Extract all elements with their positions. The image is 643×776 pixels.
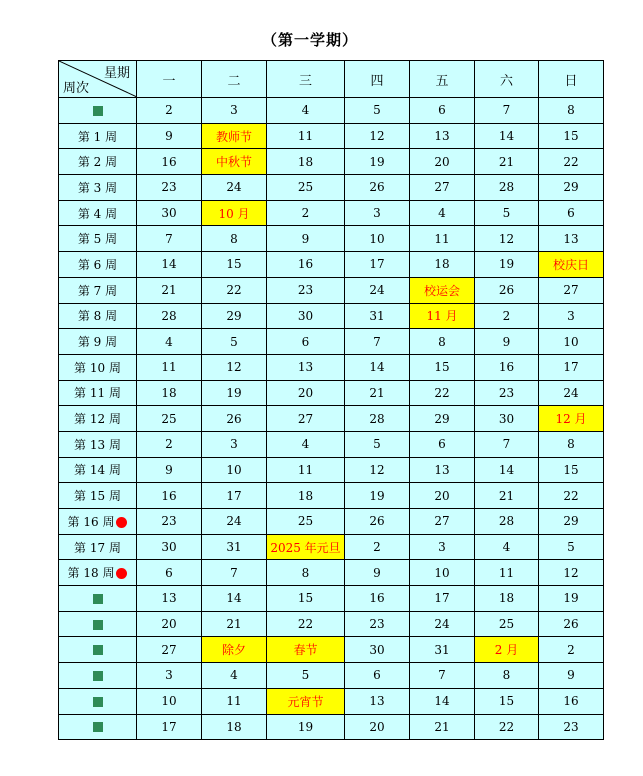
date-cell: 4 (137, 329, 202, 355)
week-label-text: 第 9 周 (77, 335, 118, 350)
week-label (59, 688, 137, 714)
date-cell: 9 (345, 560, 410, 586)
date-cell: 16 (267, 252, 345, 278)
date-cell: 29 (202, 303, 267, 329)
date-cell: 11 (202, 688, 267, 714)
table-row (59, 123, 604, 149)
date-cell: 22 (202, 277, 267, 303)
date-cell: 30 (267, 303, 345, 329)
date-cell: 2025 年元旦 (267, 534, 345, 560)
week-label (59, 611, 137, 637)
square-marker-icon (93, 620, 103, 630)
date-cell: 7 (410, 663, 475, 689)
date-cell: 8 (475, 663, 539, 689)
date-cell: 4 (267, 98, 345, 124)
day-header: 六 (475, 61, 539, 98)
page-title: （第一学期） (261, 31, 358, 49)
date-cell: 13 (410, 123, 475, 149)
week-label (59, 175, 137, 201)
table-row (59, 483, 604, 509)
week-label-text: 第 15 周 (74, 489, 121, 504)
week-label-text: 第 16 周 (67, 514, 115, 529)
table-row (59, 560, 604, 586)
date-cell: 8 (410, 329, 475, 355)
date-cell: 5 (202, 329, 267, 355)
date-cell: 26 (539, 611, 604, 637)
date-cell: 2 (345, 534, 410, 560)
date-cell: 15 (202, 252, 267, 278)
date-cell: 5 (345, 98, 410, 124)
date-cell: 26 (475, 277, 539, 303)
table-row (59, 149, 604, 175)
week-label (59, 483, 137, 509)
date-cell: 29 (539, 509, 604, 535)
table-row (59, 457, 604, 483)
date-cell: 16 (345, 586, 410, 612)
date-cell: 2 月 (475, 637, 539, 663)
date-cell: 14 (345, 354, 410, 380)
day-header: 四 (345, 61, 410, 98)
day-header: 五 (410, 61, 475, 98)
date-cell: 24 (345, 277, 410, 303)
table-row (59, 509, 604, 535)
date-cell: 4 (475, 534, 539, 560)
date-cell: 除夕 (202, 637, 267, 663)
week-label-text: 第 12 周 (74, 412, 121, 427)
date-cell: 19 (475, 252, 539, 278)
table-row (59, 303, 604, 329)
date-cell: 7 (475, 98, 539, 124)
date-cell: 12 (345, 457, 410, 483)
week-label-text: 第 3 周 (77, 180, 118, 195)
date-cell: 15 (410, 354, 475, 380)
date-cell: 6 (410, 98, 475, 124)
date-cell: 27 (410, 509, 475, 535)
week-label (59, 637, 137, 663)
date-cell: 21 (345, 380, 410, 406)
date-cell: 12 (202, 354, 267, 380)
table-row (59, 431, 604, 457)
week-label (59, 200, 137, 226)
table-row (59, 98, 604, 124)
week-label (59, 586, 137, 612)
table-row (59, 252, 604, 278)
date-cell: 22 (410, 380, 475, 406)
week-label-text: 第 14 周 (74, 463, 121, 478)
date-cell: 22 (475, 714, 539, 740)
date-cell: 6 (539, 200, 604, 226)
date-cell: 26 (202, 406, 267, 432)
week-label (59, 380, 137, 406)
date-cell: 21 (410, 714, 475, 740)
calendar-table (58, 60, 604, 740)
date-cell: 9 (137, 123, 202, 149)
day-header: 一 (137, 61, 202, 98)
week-label (59, 226, 137, 252)
week-label (59, 303, 137, 329)
week-label-text: 第 13 周 (74, 437, 121, 452)
date-cell: 25 (475, 611, 539, 637)
date-cell: 10 (202, 457, 267, 483)
date-cell: 9 (267, 226, 345, 252)
date-cell: 30 (475, 406, 539, 432)
date-cell: 10 月 (202, 200, 267, 226)
date-cell: 31 (202, 534, 267, 560)
date-cell: 27 (267, 406, 345, 432)
week-label (59, 406, 137, 432)
date-cell: 23 (137, 509, 202, 535)
date-cell: 22 (539, 483, 604, 509)
date-cell: 30 (345, 637, 410, 663)
date-cell: 12 月 (539, 406, 604, 432)
week-label-text: 第 18 周 (67, 566, 115, 581)
date-cell: 18 (267, 149, 345, 175)
date-cell: 18 (267, 483, 345, 509)
date-cell: 19 (539, 586, 604, 612)
week-label-text: 第 7 周 (77, 283, 118, 298)
date-cell: 29 (539, 175, 604, 201)
date-cell: 17 (137, 714, 202, 740)
date-cell: 23 (539, 714, 604, 740)
date-cell: 3 (539, 303, 604, 329)
date-cell: 13 (137, 586, 202, 612)
week-label (59, 329, 137, 355)
date-cell: 4 (410, 200, 475, 226)
square-marker-icon (93, 671, 103, 681)
date-cell: 17 (345, 252, 410, 278)
date-cell: 6 (267, 329, 345, 355)
date-cell: 27 (410, 175, 475, 201)
week-label (59, 277, 137, 303)
date-cell: 12 (475, 226, 539, 252)
date-cell: 20 (137, 611, 202, 637)
date-cell: 6 (345, 663, 410, 689)
header-corner (59, 61, 137, 98)
table-row (59, 663, 604, 689)
date-cell: 31 (410, 637, 475, 663)
date-cell: 16 (539, 688, 604, 714)
table-row (59, 200, 604, 226)
date-cell: 3 (202, 98, 267, 124)
square-marker-icon (93, 645, 103, 655)
week-label (59, 457, 137, 483)
date-cell: 春节 (267, 637, 345, 663)
date-cell: 15 (475, 688, 539, 714)
date-cell: 10 (345, 226, 410, 252)
date-cell: 24 (202, 175, 267, 201)
header-row (59, 61, 604, 98)
date-cell: 21 (475, 149, 539, 175)
date-cell: 18 (410, 252, 475, 278)
day-header: 日 (539, 61, 604, 98)
table-row (59, 380, 604, 406)
date-cell: 16 (475, 354, 539, 380)
date-cell: 中秋节 (202, 149, 267, 175)
table-row (59, 688, 604, 714)
date-cell: 3 (410, 534, 475, 560)
week-label-text: 第 1 周 (77, 129, 118, 144)
date-cell: 10 (137, 688, 202, 714)
week-label-text: 第 10 周 (74, 360, 121, 375)
date-cell: 19 (202, 380, 267, 406)
date-cell: 23 (475, 380, 539, 406)
date-cell: 31 (345, 303, 410, 329)
table-row (59, 406, 604, 432)
date-cell: 19 (267, 714, 345, 740)
date-cell: 教师节 (202, 123, 267, 149)
date-cell: 23 (267, 277, 345, 303)
week-label (59, 714, 137, 740)
table-row (59, 611, 604, 637)
date-cell: 20 (410, 149, 475, 175)
week-label (59, 663, 137, 689)
table-row (59, 226, 604, 252)
date-cell: 23 (345, 611, 410, 637)
date-cell: 9 (475, 329, 539, 355)
date-cell: 12 (539, 560, 604, 586)
date-cell: 4 (267, 431, 345, 457)
date-cell: 11 (137, 354, 202, 380)
date-cell: 8 (539, 98, 604, 124)
date-cell: 15 (539, 457, 604, 483)
date-cell: 13 (267, 354, 345, 380)
week-label (59, 123, 137, 149)
date-cell: 11 (410, 226, 475, 252)
week-label (59, 431, 137, 457)
date-cell: 27 (137, 637, 202, 663)
date-cell: 13 (410, 457, 475, 483)
date-cell: 3 (202, 431, 267, 457)
date-cell: 14 (137, 252, 202, 278)
date-cell: 16 (137, 483, 202, 509)
date-cell: 28 (475, 509, 539, 535)
week-label (59, 149, 137, 175)
table-row (59, 277, 604, 303)
date-cell: 18 (202, 714, 267, 740)
date-cell: 14 (475, 123, 539, 149)
date-cell: 5 (539, 534, 604, 560)
date-cell: 17 (539, 354, 604, 380)
date-cell: 2 (137, 431, 202, 457)
square-marker-icon (93, 697, 103, 707)
square-marker-icon (93, 594, 103, 604)
date-cell: 24 (539, 380, 604, 406)
date-cell: 21 (137, 277, 202, 303)
date-cell: 17 (202, 483, 267, 509)
date-cell: 5 (267, 663, 345, 689)
date-cell: 11 (267, 457, 345, 483)
date-cell: 元宵节 (267, 688, 345, 714)
table-row (59, 329, 604, 355)
date-cell: 28 (137, 303, 202, 329)
square-marker-icon (93, 106, 103, 116)
week-label (59, 534, 137, 560)
date-cell: 2 (475, 303, 539, 329)
date-cell: 12 (345, 123, 410, 149)
date-cell: 7 (137, 226, 202, 252)
day-header: 二 (202, 61, 267, 98)
date-cell: 10 (539, 329, 604, 355)
date-cell: 18 (475, 586, 539, 612)
date-cell: 9 (539, 663, 604, 689)
date-cell: 3 (345, 200, 410, 226)
date-cell: 11 (267, 123, 345, 149)
date-cell: 22 (539, 149, 604, 175)
date-cell: 14 (475, 457, 539, 483)
table-row (59, 586, 604, 612)
week-label (59, 354, 137, 380)
date-cell: 7 (202, 560, 267, 586)
date-cell: 2 (539, 637, 604, 663)
date-cell: 13 (539, 226, 604, 252)
date-cell: 18 (137, 380, 202, 406)
date-cell: 21 (202, 611, 267, 637)
date-cell: 25 (267, 509, 345, 535)
red-dot-icon (116, 517, 127, 528)
date-cell: 9 (137, 457, 202, 483)
week-label-text: 第 11 周 (74, 386, 121, 401)
date-cell: 30 (137, 534, 202, 560)
week-label-text: 第 2 周 (77, 155, 118, 170)
week-label (59, 252, 137, 278)
date-cell: 校庆日 (539, 252, 604, 278)
date-cell: 2 (137, 98, 202, 124)
date-cell: 23 (137, 175, 202, 201)
date-cell: 19 (345, 149, 410, 175)
date-cell: 13 (345, 688, 410, 714)
date-cell: 22 (267, 611, 345, 637)
date-cell: 24 (410, 611, 475, 637)
date-cell: 26 (345, 509, 410, 535)
date-cell: 19 (345, 483, 410, 509)
corner-weekday-label: 星期 (103, 66, 130, 81)
table-row (59, 354, 604, 380)
date-cell: 14 (410, 688, 475, 714)
date-cell: 20 (410, 483, 475, 509)
corner-week-label: 周次 (63, 81, 90, 96)
date-cell: 28 (345, 406, 410, 432)
table-row (59, 534, 604, 560)
day-header: 三 (267, 61, 345, 98)
week-label-text: 第 6 周 (77, 257, 118, 272)
date-cell: 29 (410, 406, 475, 432)
date-cell: 7 (475, 431, 539, 457)
week-label (59, 98, 137, 124)
date-cell: 20 (345, 714, 410, 740)
date-cell: 16 (137, 149, 202, 175)
date-cell: 5 (345, 431, 410, 457)
date-cell: 10 (410, 560, 475, 586)
week-label-text: 第 4 周 (77, 206, 118, 221)
date-cell: 21 (475, 483, 539, 509)
date-cell: 5 (475, 200, 539, 226)
table-row (59, 637, 604, 663)
week-label (59, 509, 137, 535)
date-cell: 6 (137, 560, 202, 586)
date-cell: 14 (202, 586, 267, 612)
date-cell: 8 (539, 431, 604, 457)
red-dot-icon (116, 568, 127, 579)
date-cell: 30 (137, 200, 202, 226)
date-cell: 4 (202, 663, 267, 689)
date-cell: 28 (475, 175, 539, 201)
date-cell: 校运会 (410, 277, 475, 303)
date-cell: 3 (137, 663, 202, 689)
week-label (59, 560, 137, 586)
date-cell: 26 (345, 175, 410, 201)
square-marker-icon (93, 722, 103, 732)
date-cell: 25 (137, 406, 202, 432)
date-cell: 17 (410, 586, 475, 612)
week-label-text: 第 17 周 (74, 540, 121, 555)
date-cell: 8 (202, 226, 267, 252)
date-cell: 25 (267, 175, 345, 201)
table-row (59, 714, 604, 740)
week-label-text: 第 5 周 (77, 232, 118, 247)
table-row (59, 175, 604, 201)
date-cell: 11 月 (410, 303, 475, 329)
date-cell: 15 (539, 123, 604, 149)
date-cell: 24 (202, 509, 267, 535)
date-cell: 15 (267, 586, 345, 612)
date-cell: 27 (539, 277, 604, 303)
date-cell: 20 (267, 380, 345, 406)
date-cell: 6 (410, 431, 475, 457)
week-label-text: 第 8 周 (77, 309, 118, 324)
date-cell: 8 (267, 560, 345, 586)
date-cell: 11 (475, 560, 539, 586)
date-cell: 2 (267, 200, 345, 226)
date-cell: 7 (345, 329, 410, 355)
